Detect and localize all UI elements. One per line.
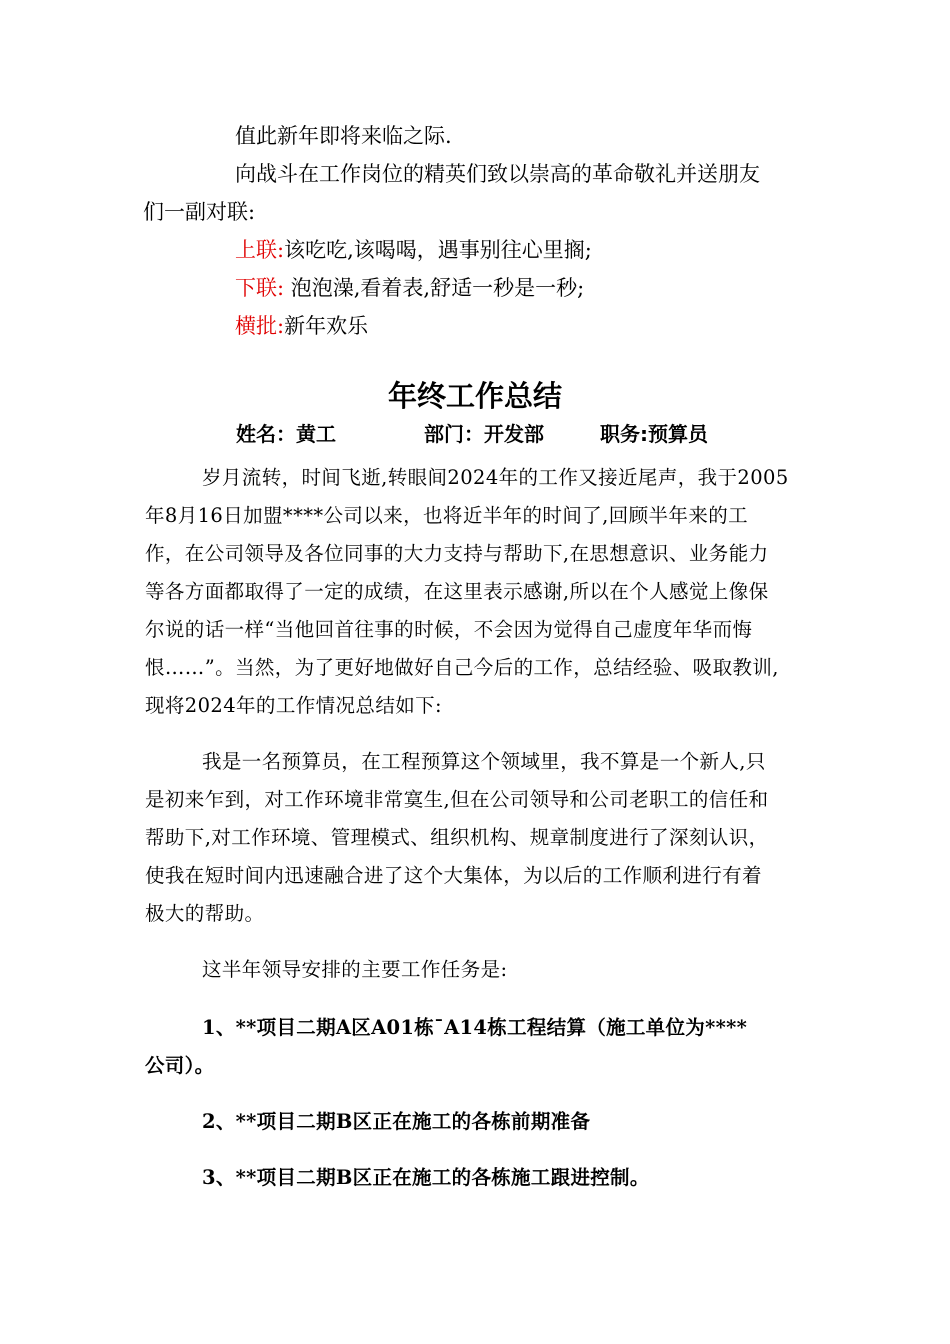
couplet-upper-label: 上联: bbox=[235, 238, 285, 262]
para2-line: 是初来乍到，对工作环境非常寞生,但在公司领导和公司老职工的信任和 bbox=[145, 788, 769, 811]
para1-line: 现将2024年的工作情况总结如下: bbox=[145, 694, 442, 717]
couplet-lower-label: 下联: bbox=[235, 276, 285, 300]
task-item: 公司）。 bbox=[145, 1054, 215, 1077]
para1-line: 岁月流转，时间飞逝,转眼间2024年的工作又接近尾声，我于2005 bbox=[202, 466, 789, 489]
greeting-line-3: 们一副对联: bbox=[143, 200, 256, 224]
task-item: 3、**项目二期B区正在施工的各栋施工跟进控制。 bbox=[202, 1166, 650, 1189]
summary-title: 年终工作总结 bbox=[387, 379, 562, 413]
task-item: 2、**项目二期B区正在施工的各栋前期准备 bbox=[202, 1110, 591, 1133]
author-position: 职务:预算员 bbox=[600, 422, 708, 446]
para3-line: 这半年领导安排的主要工作任务是: bbox=[202, 958, 508, 981]
greeting-line-2: 向战斗在工作岗位的精英们致以崇高的革命敬礼并送朋友 bbox=[235, 162, 760, 186]
para2-line: 帮助下,对工作环境、管理模式、组织机构、规章制度进行了深刻认识， bbox=[145, 826, 769, 849]
couplet-lower bbox=[235, 274, 584, 302]
couplet-banner-text: 新年欢乐 bbox=[284, 314, 369, 338]
para1-line: 恨……”。当然，为了更好地做好自己今后的工作，总结经验、吸取教训, bbox=[145, 656, 779, 679]
para2-line: 使我在短时间内迅速融合进了这个大集体，为以后的工作顺利进行有着 bbox=[145, 864, 762, 887]
para2-line: 我是一名预算员，在工程预算这个领域里，我不算是一个新人,只 bbox=[202, 750, 766, 773]
couplet-banner-label: 横批: bbox=[235, 314, 285, 338]
para2-line: 极大的帮助。 bbox=[145, 902, 265, 925]
para1-line: 等各方面都取得了一定的成绩，在这里表示感谢,所以在个人感觉上像保 bbox=[145, 580, 769, 603]
para1-line: 年8月16日加盟****公司以来，也将近半年的时间了,回顾半年来的工 bbox=[145, 504, 749, 527]
couplet-upper-text: 该吃吃,该喝喝，遇事别往心里搁; bbox=[284, 238, 592, 262]
couplet-lower-text: 泡泡澡,看着表,舒适一秒是一秒; bbox=[284, 276, 585, 300]
author-name: 姓名：黄工 bbox=[236, 422, 336, 446]
task-item: 1、**项目二期A区A01栋¯A14栋工程结算（施工单位为**** bbox=[202, 1016, 748, 1039]
para1-line: 尔说的话一样“当他回首往事的时候，不会因为觉得自己虚度年华而悔 bbox=[145, 618, 753, 641]
couplet-banner bbox=[235, 312, 368, 340]
couplet-upper bbox=[235, 236, 592, 264]
greeting-line-1: 值此新年即将来临之际. bbox=[235, 124, 452, 148]
para1-line: 作，在公司领导及各位同事的大力支持与帮助下,在思想意识、业务能力 bbox=[145, 542, 769, 565]
author-department: 部门：开发部 bbox=[424, 422, 544, 446]
